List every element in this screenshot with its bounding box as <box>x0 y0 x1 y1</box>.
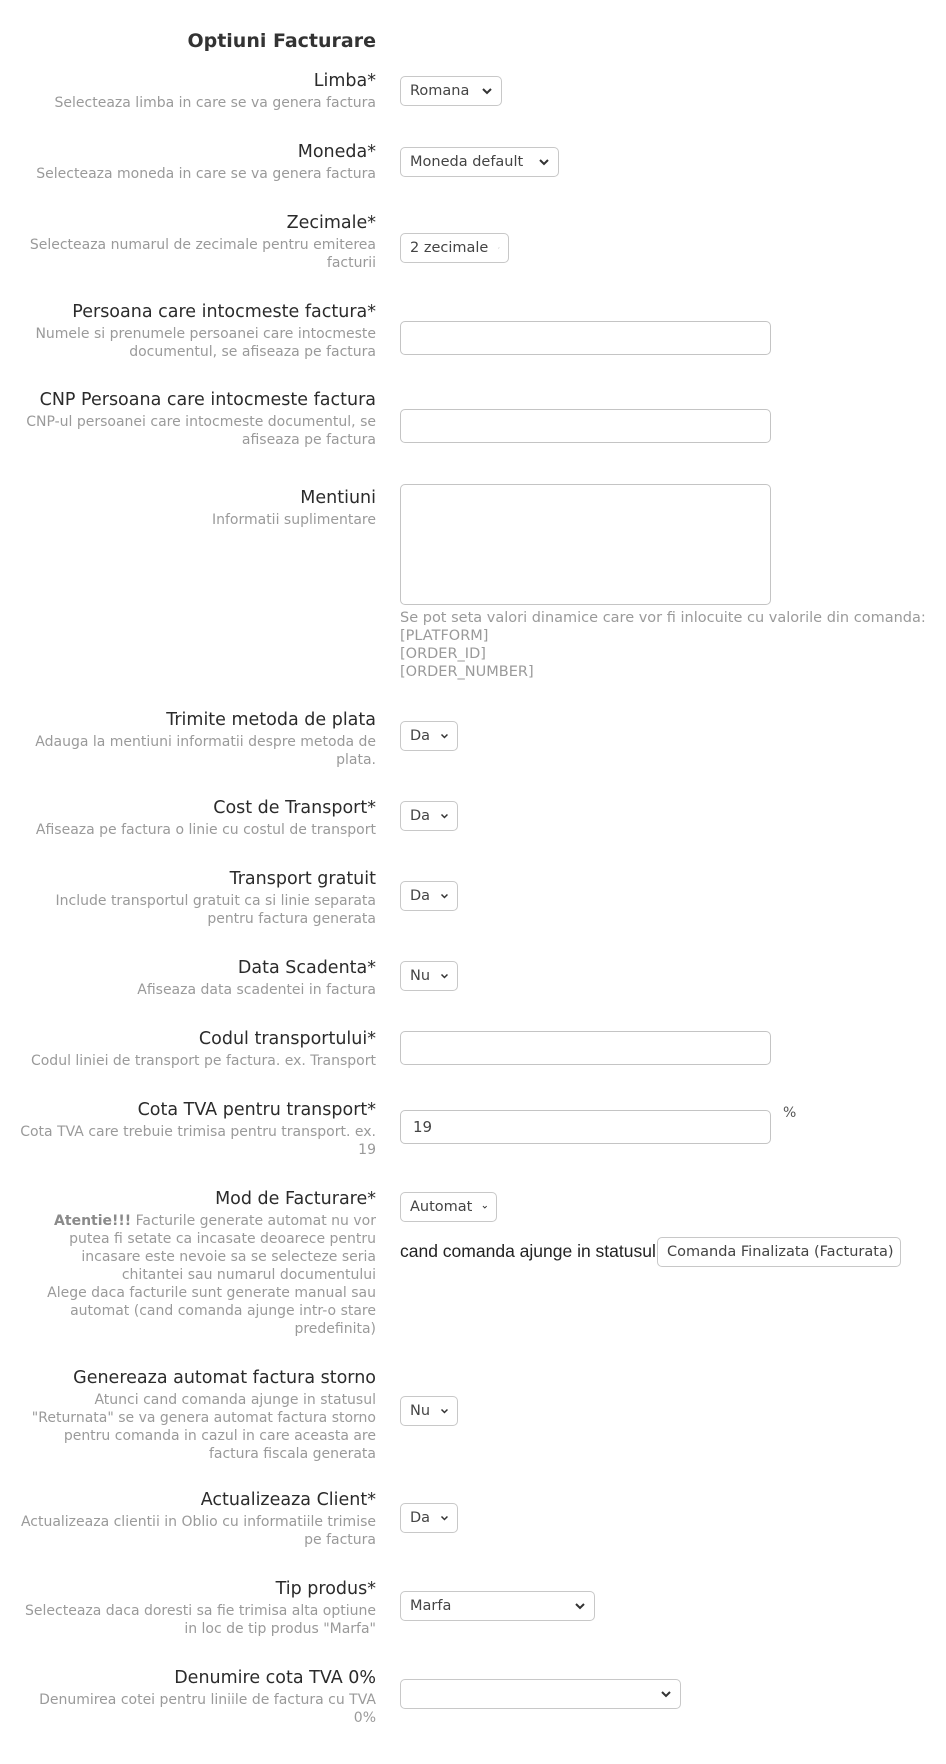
cnp-label: CNP Persoana care intocmeste factura <box>39 390 376 410</box>
data-scadenta-label: Data Scadenta* <box>237 958 376 978</box>
tip-produs-select-value: Marfa <box>410 1598 452 1614</box>
status-select[interactable] <box>657 1237 901 1267</box>
section-title: Optiuni Facturare <box>187 30 376 52</box>
chevron-down-icon <box>440 970 449 982</box>
cota-tva-label: Cota TVA pentru transport* <box>137 1100 376 1120</box>
actualizeaza-client-label: Actualizeaza Client* <box>200 1490 376 1510</box>
limba-select[interactable] <box>400 76 502 106</box>
zecimale-help: Selecteaza numarul de zecimale pentru emiterea facturii <box>29 237 376 271</box>
mod-facturare-select-value: Automat <box>410 1199 473 1215</box>
mod-facturare-help-text: Facturile generate automat nu vor putea fi setate ca incasate deoarece pentru incasare este nevoie sa se selecteze seria chitantei sau numarul documentului <box>69 1213 376 1283</box>
placeholder-order-number: [ORDER_NUMBER] <box>400 664 534 680</box>
mod-facturare-help-text-2: Alege daca facturile sunt generate manual sau automat (cand comanda ajunge intr-o stare predefinita) <box>47 1285 376 1337</box>
actualizeaza-client-select-value: Da <box>410 1510 431 1526</box>
data-scadenta-select[interactable] <box>400 961 458 991</box>
cota-tva-input[interactable] <box>400 1110 771 1144</box>
chevron-down-icon <box>498 242 500 254</box>
limba-label: Limba* <box>313 71 376 91</box>
chevron-down-icon <box>440 730 449 742</box>
zecimale-select-value: 2 zecimale <box>410 240 489 256</box>
zecimale-select[interactable] <box>400 233 509 263</box>
chevron-down-icon <box>440 890 449 902</box>
cost-transport-select[interactable] <box>400 801 458 831</box>
metoda-plata-select[interactable] <box>400 721 458 751</box>
placeholder-order-id: [ORDER_ID] <box>400 646 486 662</box>
transport-gratuit-select-value: Da <box>410 888 431 904</box>
cost-transport-label: Cost de Transport* <box>213 798 376 818</box>
storno-select[interactable] <box>400 1396 458 1426</box>
cod-transport-help: Codul liniei de transport pe factura. ex. Transport <box>30 1053 376 1069</box>
denumire-cota-label: Denumire cota TVA 0% <box>174 1668 376 1688</box>
denumire-cota-select[interactable] <box>400 1679 681 1709</box>
persoana-input[interactable] <box>400 321 771 355</box>
placeholder-platform: [PLATFORM] <box>400 628 489 644</box>
chevron-down-icon <box>440 1512 449 1524</box>
data-scadenta-select-value: Nu <box>410 968 431 984</box>
cost-transport-help: Afiseaza pe factura o linie cu costul de transport <box>35 822 376 838</box>
transport-gratuit-label: Transport gratuit <box>229 869 376 889</box>
chevron-down-icon <box>574 1600 586 1612</box>
status-select-value: Comanda Finalizata (Facturata) <box>667 1244 894 1260</box>
zecimale-label: Zecimale* <box>286 213 376 233</box>
tip-produs-help: Selecteaza daca doresti sa fie trimisa alta optiune in loc de tip produs "Marfa" <box>25 1603 376 1637</box>
moneda-select[interactable] <box>400 147 559 177</box>
data-scadenta-help: Afiseaza data scadentei in factura <box>137 982 376 998</box>
moneda-select-value: Moneda default <box>410 154 524 170</box>
mod-facturare-select[interactable] <box>400 1192 497 1222</box>
metoda-plata-label: Trimite metoda de plata <box>166 710 376 730</box>
mentiuni-textarea[interactable] <box>400 484 771 605</box>
metoda-plata-select-value: Da <box>410 728 431 744</box>
metoda-plata-help: Adauga la mentiuni informatii despre metoda de plata. <box>35 734 376 768</box>
actualizeaza-client-select[interactable] <box>400 1503 458 1533</box>
chevron-down-icon <box>481 85 493 97</box>
storno-select-value: Nu <box>410 1403 431 1419</box>
cod-transport-label: Codul transportului* <box>198 1029 376 1049</box>
storno-help: Atunci cand comanda ajunge in statusul "Returnata" se va genera automat factura storno pentru comanda in cazul in care aceasta are factura fiscala generata <box>31 1392 376 1462</box>
limba-help: Selecteaza limba in care se va genera factura <box>54 95 376 111</box>
chevron-down-icon <box>440 810 449 822</box>
actualizeaza-client-help: Actualizeaza clientii in Oblio cu informatiile trimise pe factura <box>20 1514 376 1548</box>
cota-tva-help: Cota TVA care trebuie trimisa pentru transport. ex. 19 <box>20 1124 376 1158</box>
chevron-down-icon <box>440 1405 449 1417</box>
mod-facturare-help <box>20 1212 376 1338</box>
chevron-down-icon <box>660 1688 672 1700</box>
persoana-label: Persoana care intocmeste factura* <box>72 302 376 322</box>
percent-unit: % <box>783 1105 797 1121</box>
tip-produs-select[interactable] <box>400 1591 595 1621</box>
chevron-down-icon <box>482 1201 488 1213</box>
cnp-help: CNP-ul persoanei care intocmeste documentul, se afiseaza pe factura <box>26 414 376 448</box>
moneda-help: Selecteaza moneda in care se va genera factura <box>36 166 376 182</box>
denumire-cota-help: Denumirea cotei pentru liniile de factura cu TVA 0% <box>39 1692 376 1726</box>
mod-facturare-warning: Atentie!!! <box>54 1213 132 1229</box>
transport-gratuit-help: Include transportul gratuit ca si linie separata pentru factura generata <box>55 893 376 927</box>
transport-gratuit-select[interactable] <box>400 881 458 911</box>
cod-transport-input[interactable] <box>400 1031 771 1065</box>
chevron-down-icon <box>538 156 550 168</box>
mentiuni-note-intro: Se pot seta valori dinamice care vor fi inlocuite cu valorile din comanda: <box>400 610 926 626</box>
status-prefix-text: cand comanda ajunge in statusul <box>400 1241 656 1261</box>
cnp-input[interactable] <box>400 409 771 443</box>
persoana-help: Numele si prenumele persoanei care intocmeste documentul, se afiseaza pe factura <box>35 326 376 360</box>
cost-transport-select-value: Da <box>410 808 431 824</box>
mod-facturare-label: Mod de Facturare* <box>215 1189 376 1209</box>
moneda-label: Moneda* <box>297 142 376 162</box>
limba-select-value: Romana <box>410 83 470 99</box>
storno-label: Genereaza automat factura storno <box>73 1368 376 1388</box>
tip-produs-label: Tip produs* <box>275 1579 376 1599</box>
mentiuni-label: Mentiuni <box>300 488 376 508</box>
mentiuni-note <box>400 609 926 681</box>
mentiuni-help: Informatii suplimentare <box>211 512 376 528</box>
